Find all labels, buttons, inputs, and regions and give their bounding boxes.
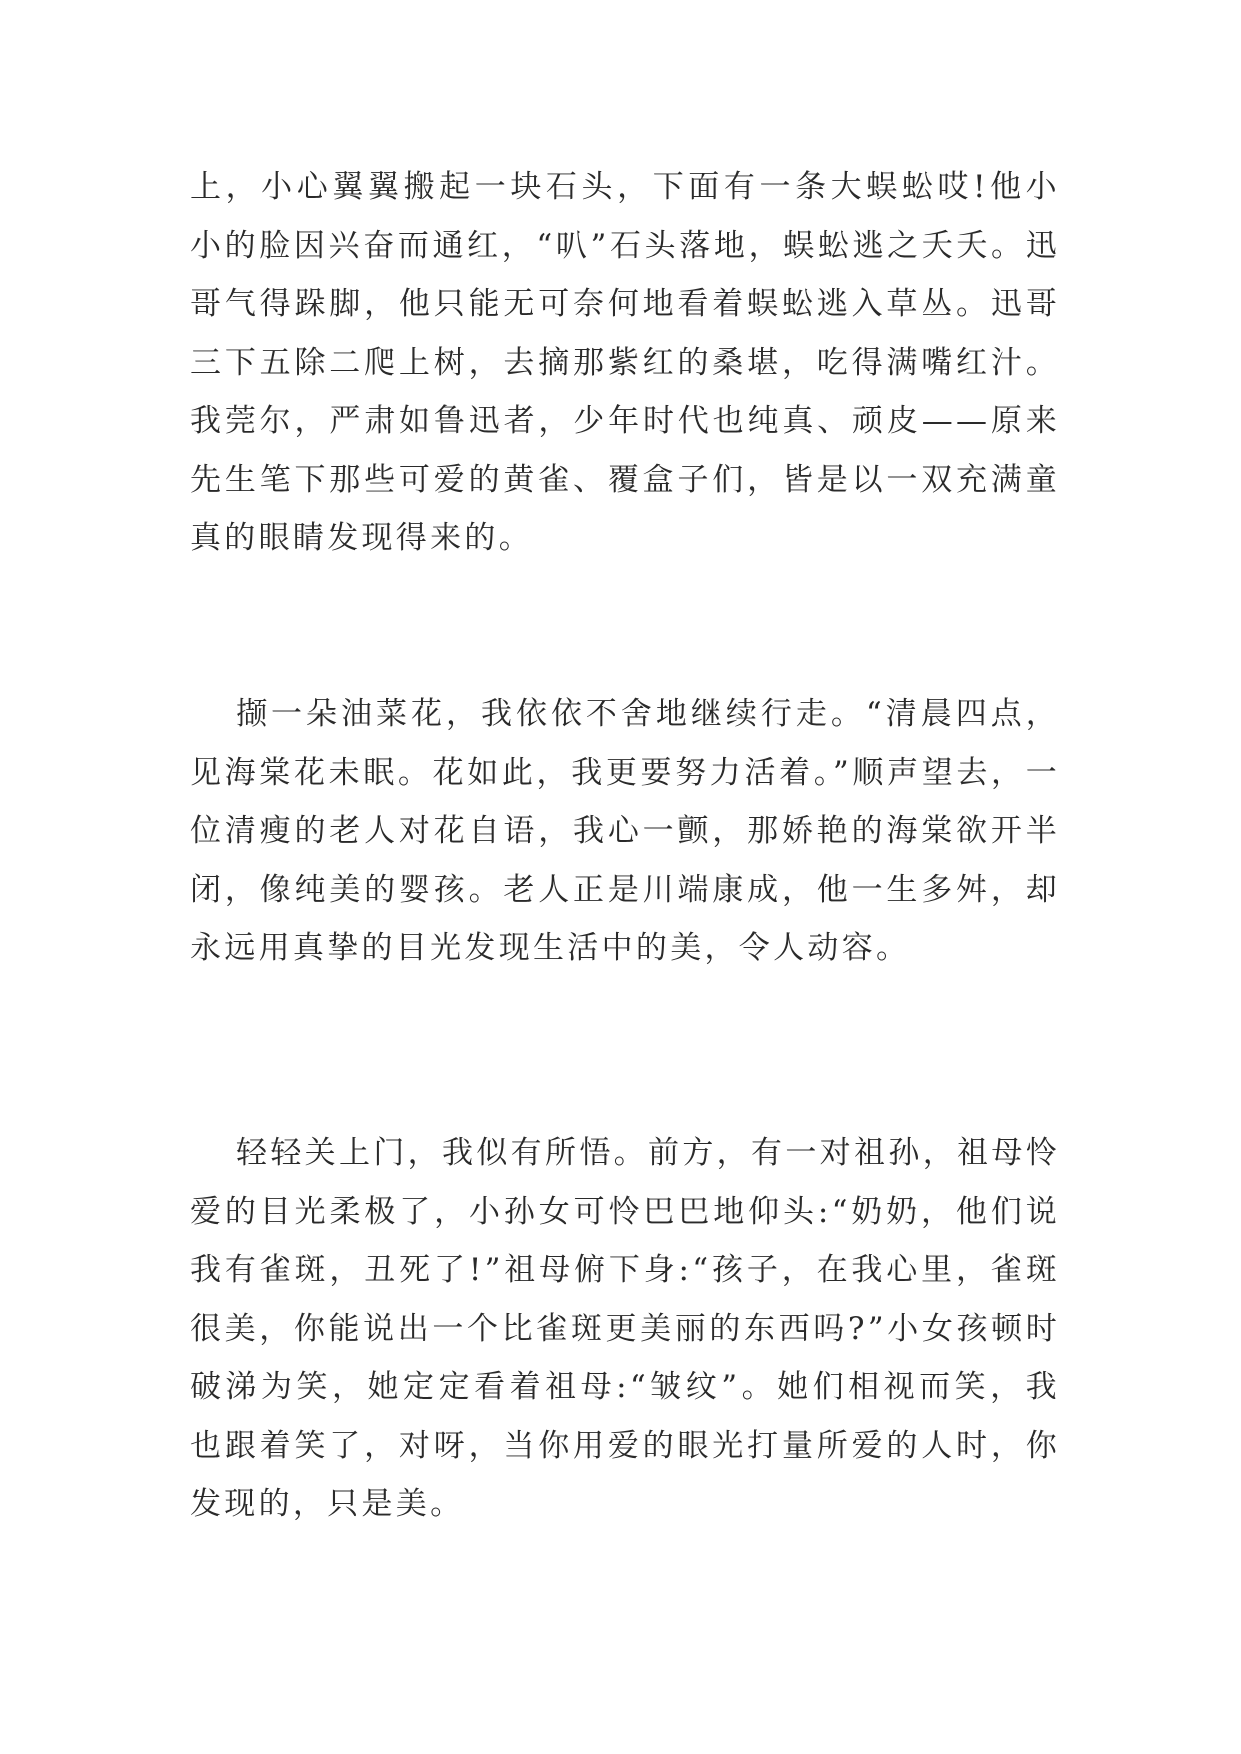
paragraph-2: 撷一朵油菜花，我依依不舍地继续行走。“清晨四点，见海棠花未眠。花如此，我更要努力活着。”顺声望去，一位清瘦的老人对花自语，我心一颤，那娇艳的海棠欲开半闭，像纯美的婴孩。老人正是川端康成，他一生多舛，却永远用真挚的目光发现生活中的美，令人动容。 bbox=[190, 696, 1060, 966]
paragraph-3: 轻轻关上门，我似有所悟。前方，有一对祖孙，祖母怜爱的目光柔极了，小孙女可怜巴巴地仰头:“奶奶，他们说我有雀斑，丑死了!”祖母俯下身:“孩子，在我心里，雀斑很美，你能说出一个比雀斑更美丽的东西吗?”小女孩顿时破涕为笑，她定定看着祖母:“皱纹”。她们相视而笑，我也跟着笑了，对呀，当你用爱的眼光打量所爱的人时，你发现的，只是美。 bbox=[190, 1135, 1060, 1522]
paragraph-1: 上，小心翼翼搬起一块石头，下面有一条大蜈蚣哎!他小小的脸因兴奋而通红，“叭”石头落地，蜈蚣逃之夭夭。迅哥气得跺脚，他只能无可奈何地看着蜈蚣逃入草丛。迅哥三下五除二爬上树，去摘那紫红的桑堪，吃得满嘴红汁。我莞尔，严肃如鲁迅者，少年时代也纯真、顽皮——原来先生笔下那些可爱的黄雀、覆盒子们，皆是以一双充满童真的眼睛发现得来的。 bbox=[190, 169, 1060, 556]
